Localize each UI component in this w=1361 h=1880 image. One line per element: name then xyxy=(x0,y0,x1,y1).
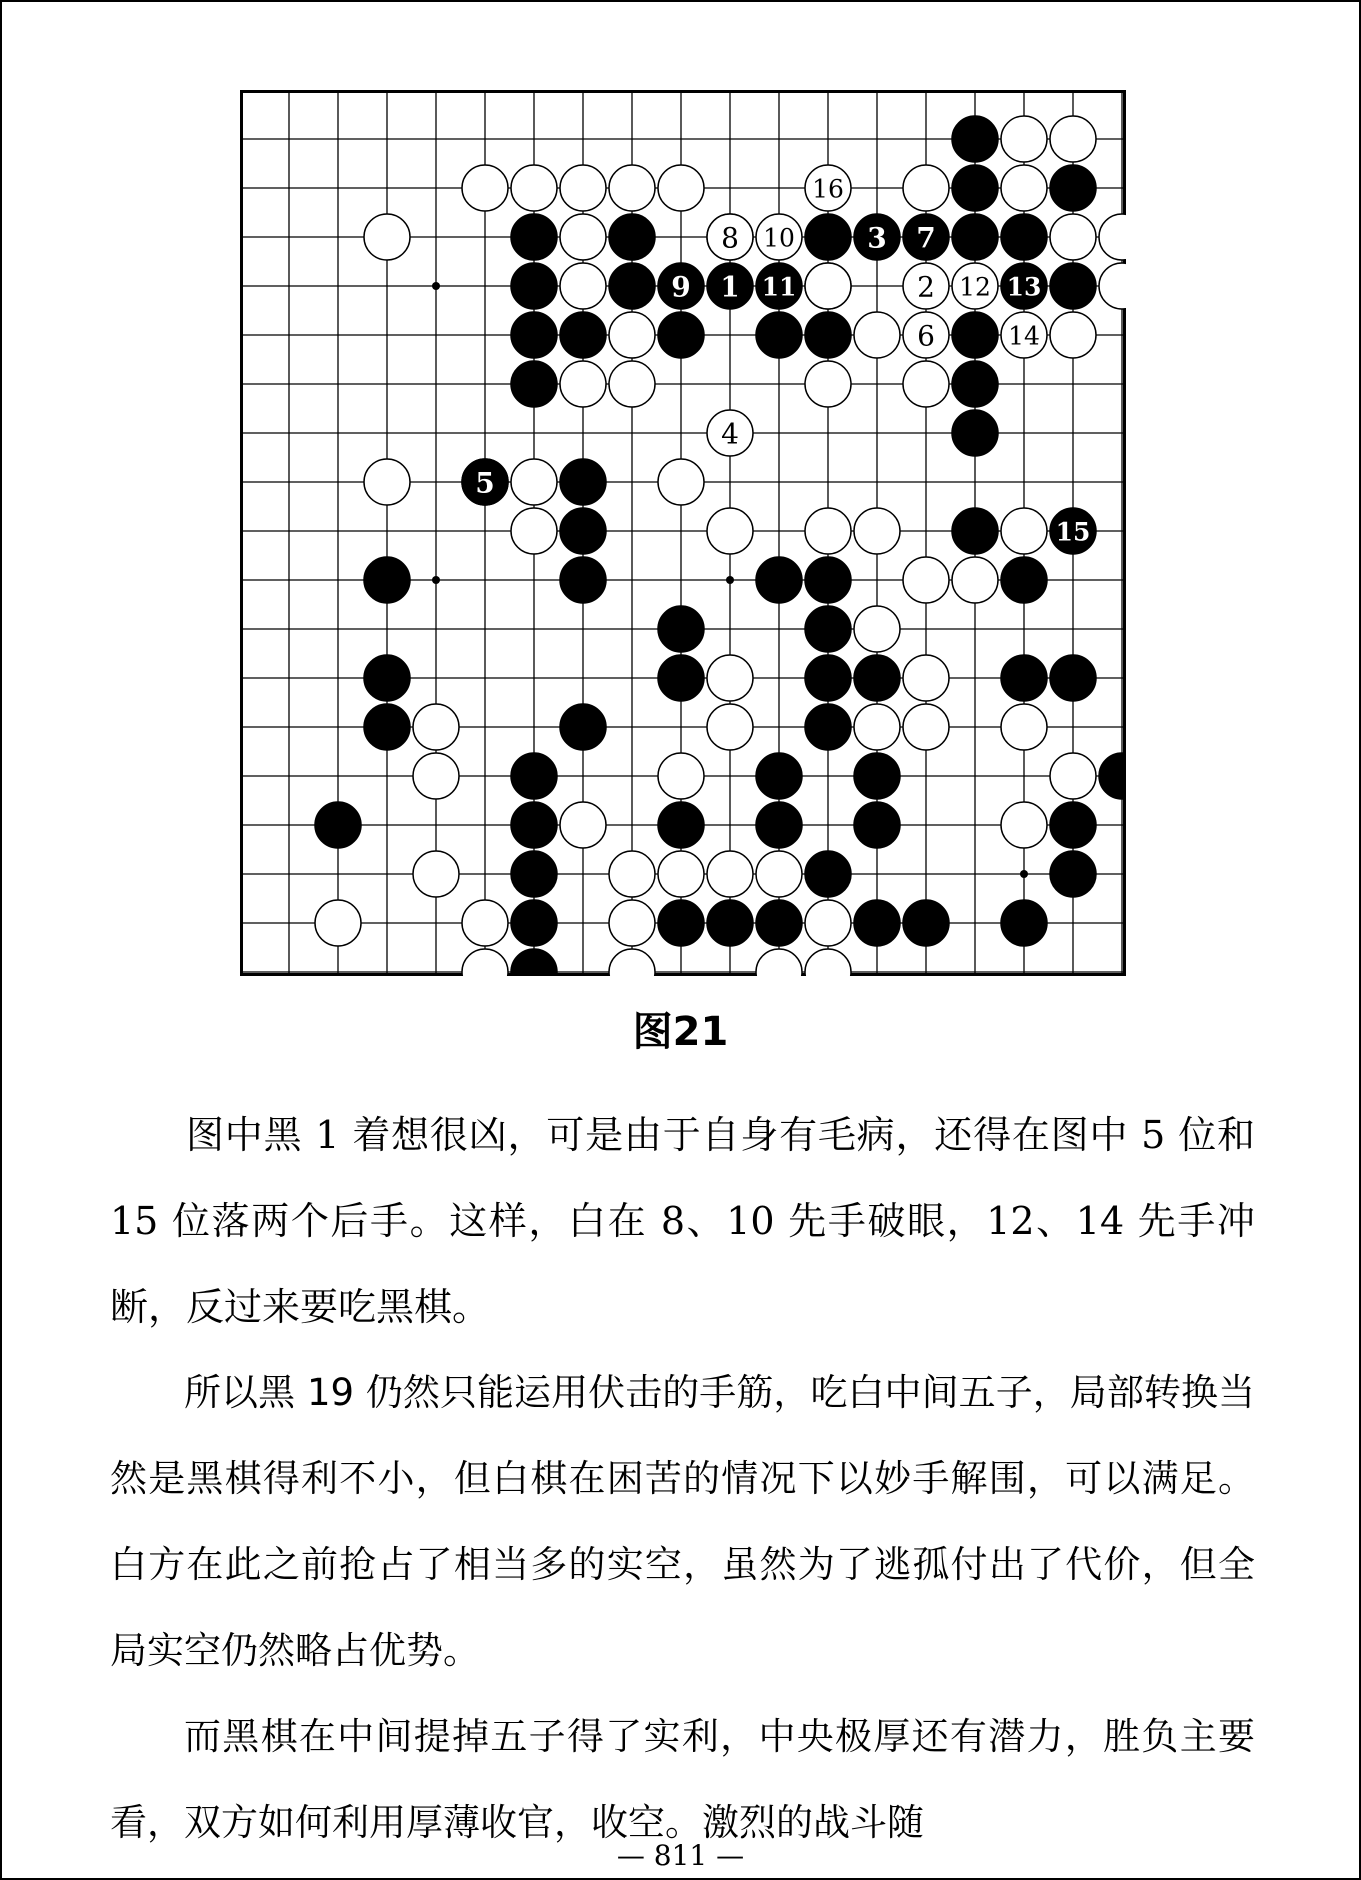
numbered-stone-6 xyxy=(903,312,949,358)
black-stone xyxy=(854,655,900,701)
white-stone xyxy=(1001,802,1047,848)
white-stone xyxy=(1001,704,1047,750)
black-stone xyxy=(609,214,655,260)
white-stone xyxy=(609,851,655,897)
star-point xyxy=(432,282,440,290)
black-stone xyxy=(1001,557,1047,603)
white-stone xyxy=(903,655,949,701)
numbered-stone-8 xyxy=(707,214,753,260)
black-stone xyxy=(364,704,410,750)
black-stone xyxy=(560,557,606,603)
black-stone xyxy=(805,312,851,358)
black-stone xyxy=(952,116,998,162)
star-point xyxy=(1020,870,1028,878)
numbered-stone-16 xyxy=(805,165,851,211)
star-point xyxy=(432,576,440,584)
white-stone xyxy=(854,606,900,652)
black-stone xyxy=(609,263,655,309)
black-stone xyxy=(364,557,410,603)
black-stone xyxy=(560,704,606,750)
white-stone xyxy=(462,900,508,946)
stone-number: 11 xyxy=(761,272,797,302)
page-number: — 811 — xyxy=(616,1839,745,1872)
black-stone xyxy=(805,214,851,260)
white-stone xyxy=(1001,508,1047,554)
black-stone xyxy=(658,655,704,701)
black-stone xyxy=(1001,655,1047,701)
numbered-stone-15 xyxy=(1050,508,1096,554)
numbered-stone-14 xyxy=(1001,312,1047,358)
go-board xyxy=(240,90,1126,976)
black-stone xyxy=(854,900,900,946)
white-stone xyxy=(609,900,655,946)
numbered-stone-10 xyxy=(756,214,802,260)
paragraph-1: 图中黑 1 着想很凶，可是由于自身有毛病，还得在图中 5 位和 15 位落两个后手。这样，白在 8、10 先手破眼，12、14 先手冲断，反过来要吃黑棋。 xyxy=(110,1113,1255,1329)
white-stone xyxy=(854,312,900,358)
stone-number: 6 xyxy=(917,319,935,353)
stone-number: 3 xyxy=(867,221,887,255)
black-stone xyxy=(756,312,802,358)
black-stone xyxy=(952,508,998,554)
figure-caption: 图21 xyxy=(632,1009,729,1055)
black-stone xyxy=(658,900,704,946)
numbered-stone-9 xyxy=(658,263,704,309)
black-stone xyxy=(707,900,753,946)
stone-number: 16 xyxy=(812,174,844,204)
white-stone xyxy=(511,508,557,554)
stone-number: 15 xyxy=(1055,517,1091,547)
black-stone xyxy=(805,557,851,603)
white-stone xyxy=(707,655,753,701)
numbered-stone-7 xyxy=(903,214,949,260)
black-stone xyxy=(952,165,998,211)
white-stone xyxy=(560,263,606,309)
black-stone xyxy=(1050,802,1096,848)
white-stone xyxy=(903,165,949,211)
star-point xyxy=(726,576,734,584)
white-stone xyxy=(854,508,900,554)
black-stone xyxy=(756,557,802,603)
black-stone xyxy=(805,851,851,897)
white-stone xyxy=(805,263,851,309)
black-stone xyxy=(658,606,704,652)
black-stone xyxy=(560,459,606,505)
white-stone xyxy=(854,704,900,750)
white-stone xyxy=(805,900,851,946)
white-stone xyxy=(413,753,459,799)
stone-number: 7 xyxy=(916,221,936,255)
numbered-stone-5 xyxy=(462,459,508,505)
stone-number: 9 xyxy=(671,270,691,304)
paragraph-3: 而黑棋在中间提掉五子得了实利，中央极厚还有潜力，胜负主要看，双方如何利用厚薄收官，收空。激烈的战斗随 xyxy=(110,1715,1255,1844)
black-stone xyxy=(658,802,704,848)
stone-number: 5 xyxy=(475,466,495,500)
black-stone xyxy=(854,802,900,848)
white-stone xyxy=(609,165,655,211)
white-stone xyxy=(511,459,557,505)
white-stone xyxy=(707,851,753,897)
black-stone xyxy=(756,802,802,848)
black-stone xyxy=(658,312,704,358)
white-stone xyxy=(1001,116,1047,162)
white-stone xyxy=(707,508,753,554)
black-stone xyxy=(511,753,557,799)
white-stone xyxy=(805,508,851,554)
white-stone xyxy=(903,361,949,407)
black-stone xyxy=(560,312,606,358)
numbered-stone-4 xyxy=(707,410,753,456)
black-stone xyxy=(756,753,802,799)
white-stone xyxy=(413,704,459,750)
black-stone xyxy=(1001,214,1047,260)
numbered-stone-2 xyxy=(903,263,949,309)
go-board-figure xyxy=(240,90,1126,976)
white-stone xyxy=(609,361,655,407)
white-stone xyxy=(903,557,949,603)
white-stone xyxy=(658,459,704,505)
white-stone xyxy=(658,851,704,897)
white-stone xyxy=(462,165,508,211)
stone-number: 12 xyxy=(959,272,991,302)
white-stone xyxy=(1050,214,1096,260)
white-stone xyxy=(413,851,459,897)
black-stone xyxy=(511,361,557,407)
numbered-stone-13 xyxy=(1001,263,1047,309)
black-stone xyxy=(1050,655,1096,701)
white-stone xyxy=(1050,116,1096,162)
white-stone xyxy=(560,165,606,211)
stone-number: 2 xyxy=(917,270,935,304)
stone-number: 13 xyxy=(1006,272,1042,302)
black-stone xyxy=(805,606,851,652)
white-stone xyxy=(707,704,753,750)
white-stone xyxy=(952,557,998,603)
white-stone xyxy=(560,361,606,407)
white-stone xyxy=(1001,165,1047,211)
white-stone xyxy=(658,753,704,799)
numbered-stone-12 xyxy=(952,263,998,309)
numbered-stone-1 xyxy=(707,263,753,309)
black-stone xyxy=(805,704,851,750)
black-stone xyxy=(560,508,606,554)
white-stone xyxy=(511,165,557,211)
black-stone xyxy=(511,263,557,309)
numbered-stone-3 xyxy=(854,214,900,260)
body-text xyxy=(110,1092,1255,1866)
stone-number: 4 xyxy=(721,417,739,451)
stone-number: 8 xyxy=(721,221,739,255)
black-stone xyxy=(364,655,410,701)
white-stone xyxy=(805,361,851,407)
black-stone xyxy=(1050,165,1096,211)
paragraph-2: 所以黑 19 仍然只能运用伏击的手筋，吃白中间五子，局部转换当然是黑棋得利不小，但白棋在困苦的情况下以妙手解围，可以满足。白方在此之前抢占了相当多的实空，虽然为了逃孤付出了代价，但全局实空仍然略占优势。 xyxy=(110,1371,1255,1672)
black-stone xyxy=(952,214,998,260)
white-stone xyxy=(560,214,606,260)
black-stone xyxy=(511,851,557,897)
white-stone xyxy=(1050,312,1096,358)
white-stone xyxy=(609,312,655,358)
white-stone xyxy=(560,802,606,848)
black-stone xyxy=(511,312,557,358)
black-stone xyxy=(1050,263,1096,309)
black-stone xyxy=(1050,851,1096,897)
black-stone xyxy=(952,410,998,456)
black-stone xyxy=(1001,900,1047,946)
black-stone xyxy=(511,214,557,260)
white-stone xyxy=(315,900,361,946)
white-stone xyxy=(364,214,410,260)
stone-number: 1 xyxy=(720,270,740,304)
white-stone xyxy=(364,459,410,505)
stone-number: 14 xyxy=(1008,321,1040,351)
stone-number: 10 xyxy=(763,223,795,253)
black-stone xyxy=(805,655,851,701)
white-stone xyxy=(658,165,704,211)
black-stone xyxy=(903,900,949,946)
white-stone xyxy=(756,851,802,897)
black-stone xyxy=(511,802,557,848)
white-stone xyxy=(1050,753,1096,799)
black-stone xyxy=(315,802,361,848)
numbered-stone-11 xyxy=(756,263,802,309)
black-stone xyxy=(756,900,802,946)
black-stone xyxy=(854,753,900,799)
black-stone xyxy=(952,312,998,358)
black-stone xyxy=(511,900,557,946)
white-stone xyxy=(903,704,949,750)
black-stone xyxy=(952,361,998,407)
